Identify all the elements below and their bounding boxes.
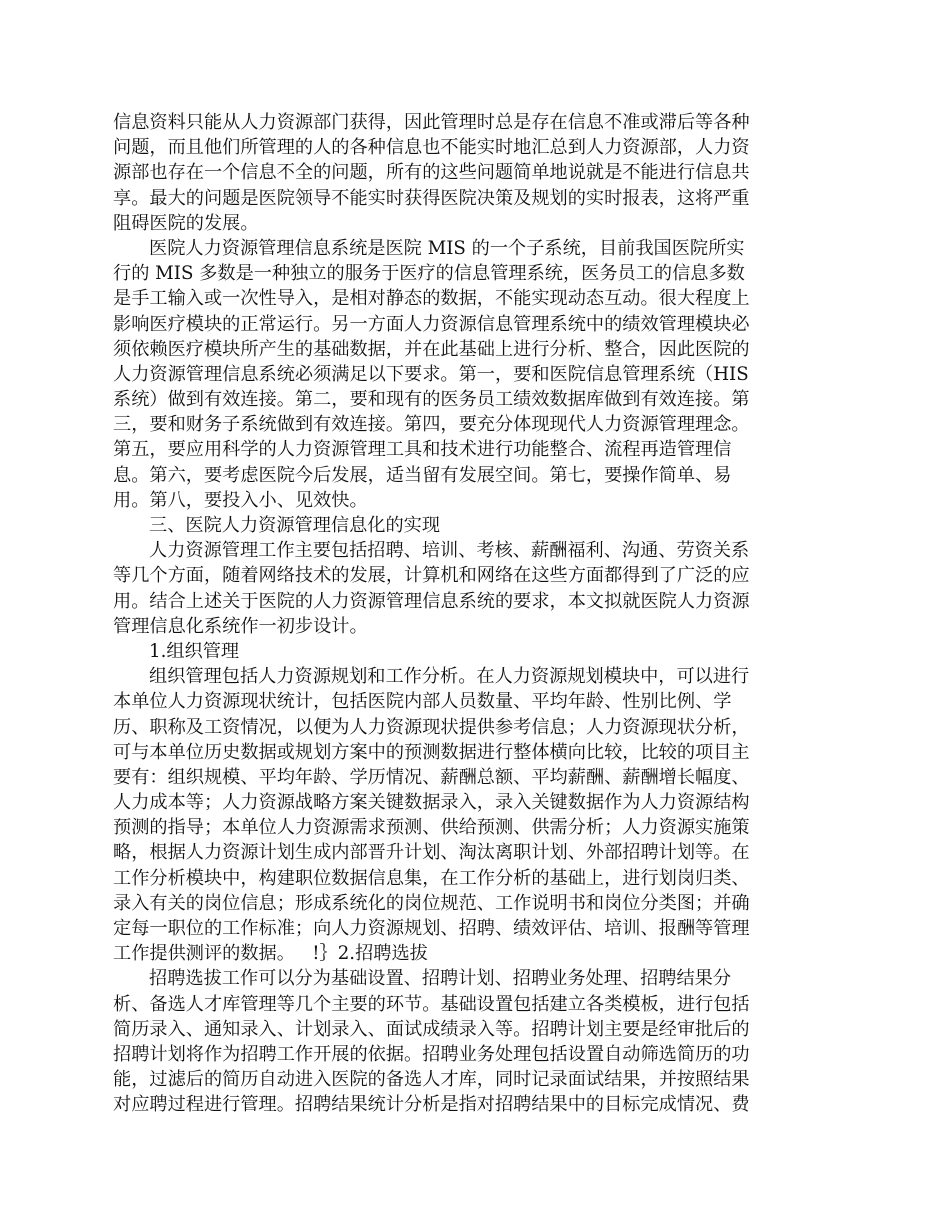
text-line: 须依赖医疗模块所产生的基础数据，并在此基础上进行分析、整合，因此医院的: [113, 338, 750, 360]
text-line: 工作分析模块中，构建职位数据信息集，在工作分析的基础上，进行划岗归类、: [113, 867, 750, 889]
text-line: 三、医院人力资源管理信息化的实现: [149, 515, 441, 536]
text-line: 组织管理包括人力资源规划和工作分析。在人力资源规划模块中，可以进行: [149, 666, 750, 688]
text-line: 阻碍医院的发展。: [113, 212, 259, 234]
text-line: 信息资料只能从人力资源部门获得，因此管理时总是存在信息不准或滞后等各种: [113, 112, 750, 133]
text-line: 录入有关的岗位信息；形成系统化的岗位规范、工作说明书和岗位分类图；并确: [113, 892, 750, 914]
text-line: 行的 MIS 多数是一种独立的服务于医疗的信息管理系统，医务员工的信息多数: [113, 263, 745, 285]
text-line: 享。最大的问题是医院领导不能实时获得医院决策及规划的实时报表，这将严重: [113, 187, 750, 209]
text-line: 略，根据人力资源计划生成内部晋升计划、淘汰离职计划、外部招聘计划等。在: [113, 842, 750, 864]
text-line: 三，要和财务子系统做到有效连接。第四，要充分体现现代人力资源管理理念。: [113, 414, 750, 436]
text-line: 能，过滤后的简历自动进入医院的备选人才库，同时记录面试结果，并按照结果: [113, 1069, 750, 1091]
text-line: 析、备选人才库管理等几个主要的环节。基础设置包括建立各类模板，进行包括: [113, 993, 750, 1015]
text-line: 管理信息化系统作一初步设计。: [113, 615, 368, 637]
text-line: 人力成本等；人力资源战略方案关键数据录入，录入关键数据作为人力资源结构: [113, 792, 750, 814]
text-line: 问题，而且他们所管理的人的各种信息也不能实时地汇总到人力资源部，人力资: [113, 137, 750, 159]
text-line: 招聘计划将作为招聘工作开展的依据。招聘业务处理包括设置自动筛选简历的功: [113, 1043, 750, 1065]
text-line: 系统）做到有效连接。第二，要和现有的医务员工绩效数据库做到有效连接。第: [113, 389, 750, 411]
text-line: 要有：组织规模、平均年龄、学历情况、薪酬总额、平均薪酬、薪酬增长幅度、: [113, 766, 750, 788]
text-line: 对应聘过程进行管理。招聘结果统计分析是指对招聘结果中的目标完成情况、费: [113, 1094, 750, 1116]
text-line: 息。第六，要考虑医院今后发展，适当留有发展空间。第七，要操作简单、易: [113, 464, 732, 486]
text-line: 医院人力资源管理信息系统是医院 MIS 的一个子系统，目前我国医院所实: [149, 237, 745, 259]
text-line: 招聘选拔工作可以分为基础设置、招聘计划、招聘业务处理、招聘结果分: [149, 968, 732, 990]
text-line: 人力资源管理信息系统必须满足以下要求。第一，要和医院信息管理系统（HIS: [113, 363, 749, 385]
text-line: 人力资源管理工作主要包括招聘、培训、考核、薪酬福利、沟通、劳资关系: [149, 540, 750, 562]
text-line: 影响医疗模块的正常运行。另一方面人力资源信息管理系统中的绩效管理模块必: [113, 313, 750, 335]
text-line: 定每一职位的工作标准；向人力资源规划、招聘、绩效评估、培训、报酬等管理: [113, 918, 750, 939]
text-line: 可与本单位历史数据或规划方案中的预测数据进行整体横向比较，比较的项目主: [113, 741, 750, 763]
text-line: 用。第八，要投入小、见效快。: [113, 489, 368, 511]
text-line: 是手工输入或一次性导入，是相对静态的数据，不能实现动态互动。很大程度上: [113, 288, 750, 310]
text-line: 本单位人力资源现状统计，包括医院内部人员数量、平均年龄、性别比例、学: [113, 691, 732, 713]
text-line: 简历录入、通知录入、计划录入、面试成绩录入等。招聘计划主要是经审批后的: [113, 1018, 750, 1040]
text-line: 工作提供测评的数据。 !｝2.招聘选拔: [113, 943, 428, 965]
text-line: 源部也存在一个信息不全的问题，所有的这些问题简单地说就是不能进行信息共: [113, 162, 750, 184]
document-page: [113, 110, 768, 1118]
text-line: 预测的指导；本单位人力资源需求预测、供给预测、供需分析；人力资源实施策: [113, 817, 750, 839]
text-line: 等几个方面，随着网络技术的发展，计算机和网络在这些方面都得到了广泛的应: [113, 565, 750, 587]
text-line: 第五，要应用科学的人力资源管理工具和技术进行功能整合、流程再造管理信: [113, 439, 732, 461]
text-line: 1.组织管理: [149, 640, 240, 662]
text-line: 历、职称及工资情况，以便为人力资源现状提供参考信息；人力资源现状分析，: [113, 716, 750, 738]
text-line: 用。结合上述关于医院的人力资源管理信息系统的要求，本文拟就医院人力资源: [113, 590, 750, 612]
